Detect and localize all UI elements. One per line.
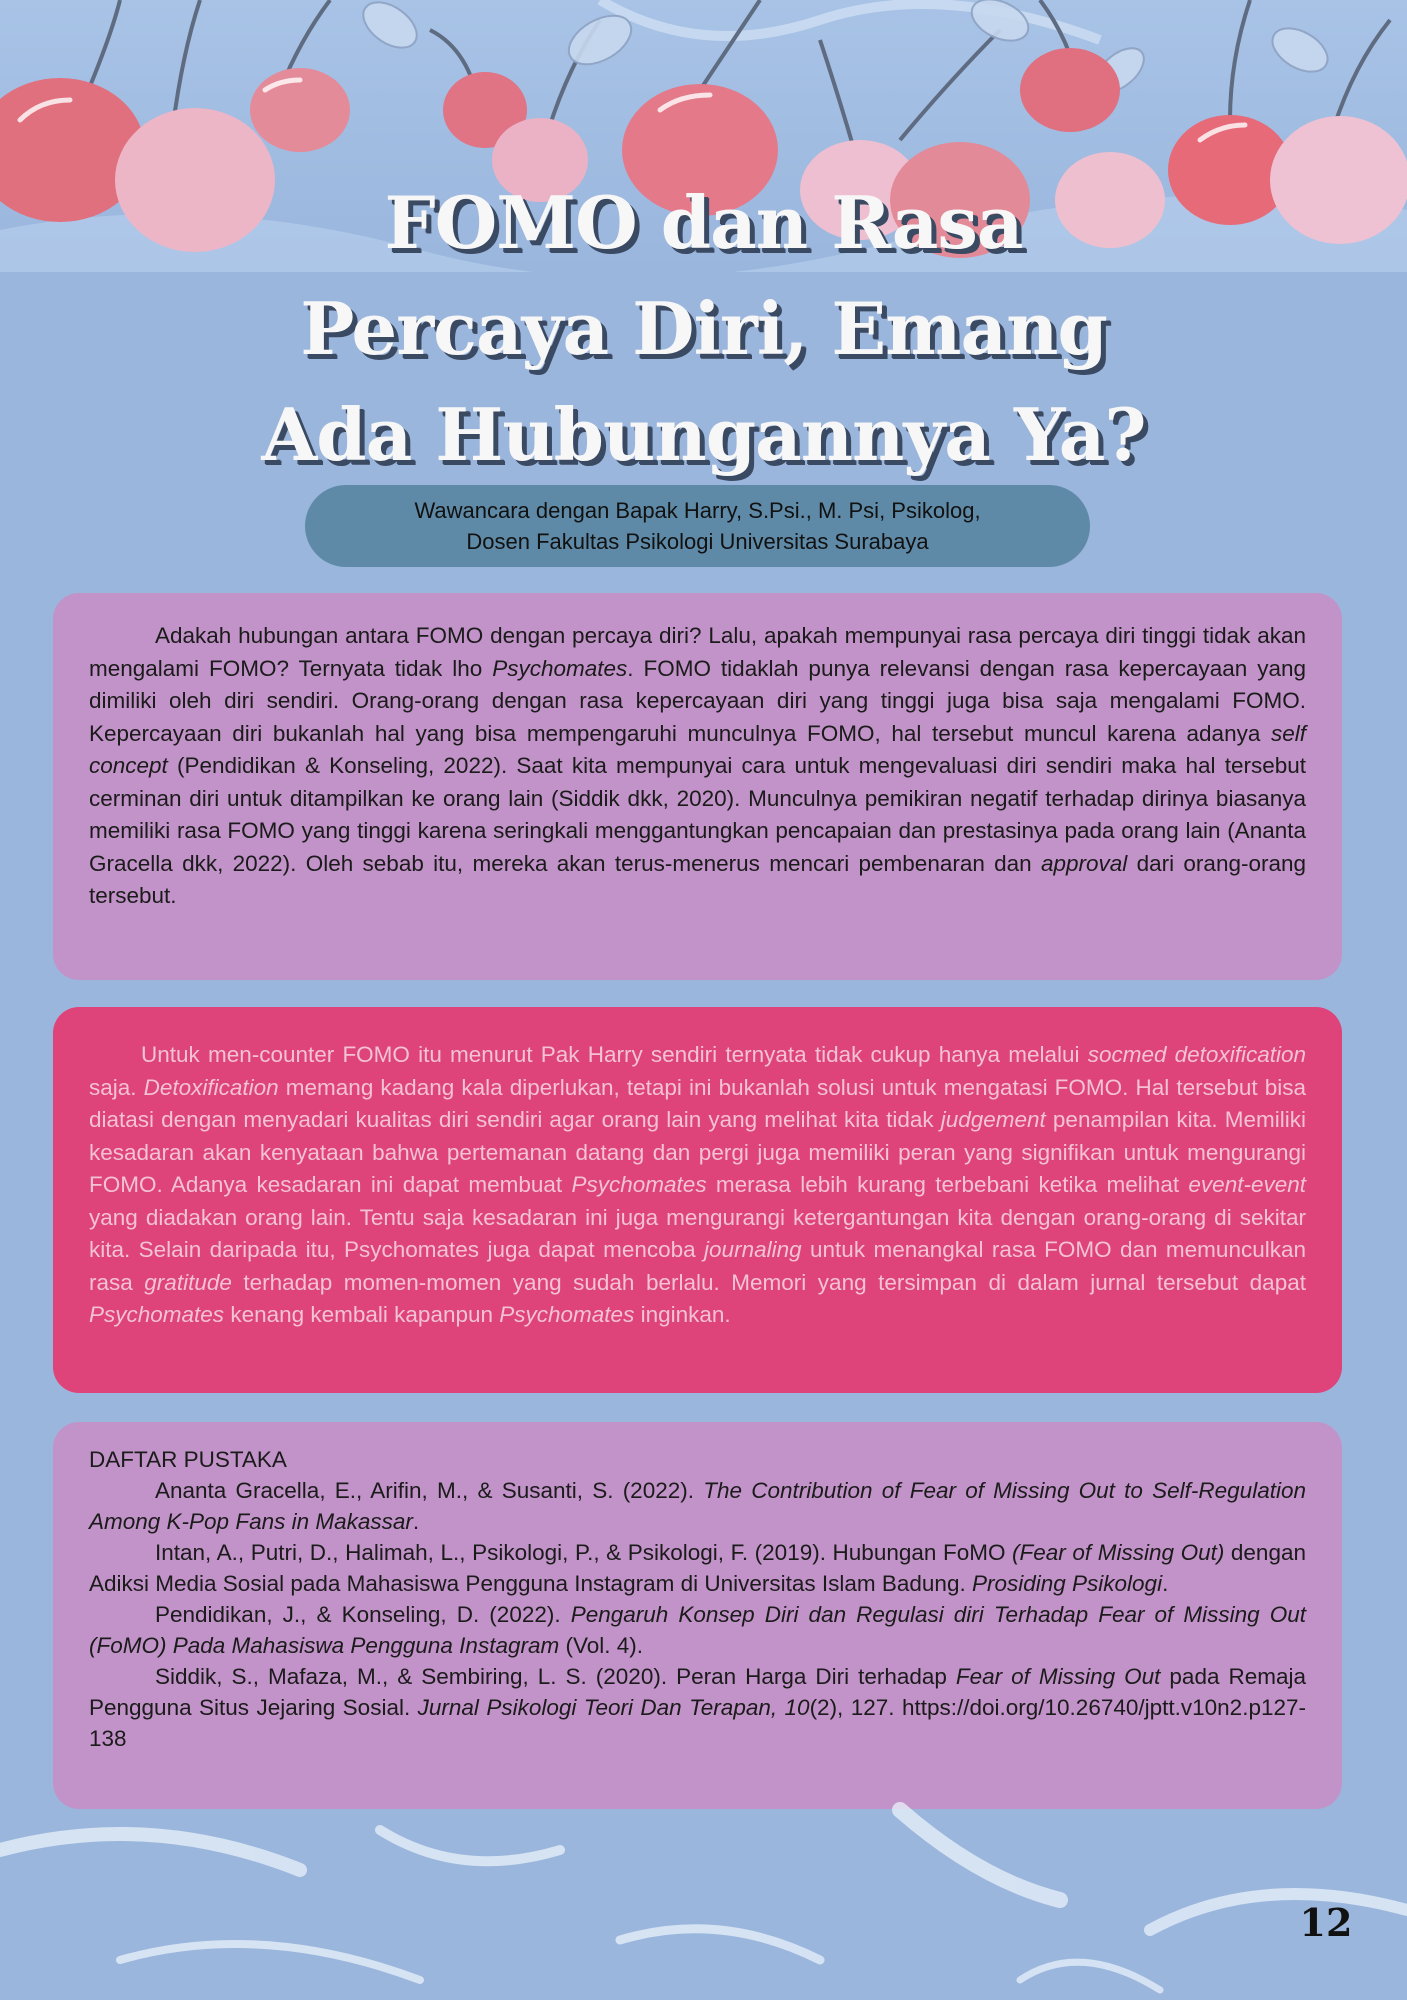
counter-fomo-paragraph	[89, 1039, 1306, 1332]
italic-text-run: Psychomates	[499, 1302, 635, 1327]
text-run: . FOMO tidaklah punya relevansi dengan rasa kepercayaan yang dimiliki oleh diri sendiri. Orang-orang dengan rasa kepercayaan diri yang tinggi juga bisa saja mengalami FOMO. Kepercayaan diri bukanlah hal yang bisa mempengaruhi munculnya FOMO, hal tersebut muncul karena adanya	[89, 655, 1306, 746]
text-run: dengan Adiksi Media Sosial pada Mahasiswa Pengguna Instagram di Universitas Islam Badung.	[89, 1540, 1306, 1596]
italic-text-run: (Fear of Missing Out)	[1012, 1540, 1225, 1565]
text-run: yang diadakan orang lain. Tentu saja kesadaran ini juga mengurangi ketergantungan kita dengan orang-orang di sekitar kita. Selain daripada itu, Psychomates juga dapat mencoba	[89, 1204, 1306, 1262]
text-run: terhadap momen-momen yang sudah berlalu. Memori yang tersimpan di dalam jurnal tersebut dapat	[231, 1269, 1306, 1295]
text-run: .	[1162, 1571, 1169, 1596]
text-run: .	[412, 1509, 420, 1534]
italic-text-run: gratitude	[144, 1269, 232, 1295]
italic-text-run: approval	[1041, 850, 1128, 876]
text-run: pada Remaja Pengguna Situs Jejaring Sosial.	[89, 1664, 1306, 1720]
subtitle-line-1: Wawancara dengan Bapak Harry, S.Psi., M. Psi, Psikolog,	[414, 498, 981, 523]
references-card	[53, 1422, 1342, 1809]
reference-item	[89, 1537, 1306, 1599]
italic-text-run: journaling	[704, 1237, 802, 1262]
text-run: memang kadang kala diperlukan, tetapi ini bukanlah solusi untuk mengatasi FOMO. Hal tersebut bisa diatasi dengan menyadari kualitas diri sendiri agar orang lain yang melihat kita tidak	[89, 1074, 1306, 1132]
italic-text-run: Jurnal Psikologi Teori Dan Terapan, 10	[417, 1695, 810, 1720]
italic-text-run: event-event	[1188, 1172, 1306, 1197]
italic-text-run: Detoxification	[143, 1074, 279, 1100]
counter-fomo-card	[53, 1007, 1342, 1393]
italic-text-run: Prosiding Psikologi	[971, 1571, 1163, 1596]
text-run: inginkan.	[634, 1302, 731, 1327]
title-line-1: FOMO dan Rasa	[384, 180, 1023, 265]
reference-item	[89, 1599, 1306, 1661]
text-run: Ananta Gracella, E., Arifin, M., & Susanti, S. (2022).	[155, 1478, 704, 1503]
italic-text-run: judgement	[940, 1107, 1046, 1132]
italic-text-run: Fear of Missing Out	[955, 1664, 1161, 1689]
text-run: merasa lebih kurang terbebani ketika melihat	[706, 1172, 1189, 1197]
reference-item	[89, 1661, 1306, 1754]
title-line-2: Percaya Diri, Emang	[300, 286, 1107, 371]
reference-item	[89, 1475, 1306, 1537]
references-heading: DAFTAR PUSTAKA	[89, 1447, 287, 1472]
subtitle-line-2: Dosen Fakultas Psikologi Universitas Surabaya	[466, 529, 929, 554]
text-run: Siddik, S., Mafaza, M., & Sembiring, L. S. (2020). Peran Harga Diri terhadap	[155, 1664, 956, 1689]
water-texture-decoration	[0, 1790, 1407, 2000]
text-run: Untuk men-counter FOMO itu menurut Pak Harry sendiri ternyata tidak cukup hanya melalui	[141, 1042, 1088, 1067]
italic-text-run: self concept	[89, 720, 1306, 778]
text-run: (2), 127. https://doi.org/10.26740/jptt.v10n2.p127-138	[89, 1695, 1306, 1751]
intro-card	[53, 593, 1342, 980]
page-number: 12	[1299, 1900, 1353, 1945]
text-run: Pendidikan, J., & Konseling, D. (2022).	[155, 1602, 571, 1627]
text-run: untuk menangkal rasa FOMO dan memunculkan rasa	[89, 1237, 1306, 1295]
italic-text-run: The Contribution of Fear of Missing Out to Self-Regulation Among K-Pop Fans in Makassar	[89, 1478, 1306, 1534]
italic-text-run: Psychomates	[89, 1302, 225, 1327]
text-run: saja.	[89, 1074, 144, 1100]
title-line-3: Ada Hubungannya Ya?	[261, 392, 1146, 477]
article-title	[150, 170, 1257, 488]
text-run: Adakah hubungan antara FOMO dengan percaya diri? Lalu, apakah mempunyai rasa percaya diri tinggi tidak akan mengalami FOMO? Ternyata tidak lho	[89, 623, 1306, 681]
italic-text-run: Psychomates	[492, 655, 628, 681]
italic-text-run: Pengaruh Konsep Diri dan Regulasi diri Terhadap Fear of Missing Out (FoMO) Pada Mahasiswa Pengguna Instagram	[89, 1602, 1306, 1658]
text-run: (Vol. 4).	[559, 1633, 644, 1658]
intro-paragraph	[89, 620, 1306, 913]
text-run: penampilan kita. Memiliki kesadaran akan kenyataan bahwa pertemanan datang dan pergi juga memiliki peran yang signifikan untuk mengurangi FOMO. Adanya kesadaran ini dapat membuat	[89, 1107, 1306, 1197]
text-run: (Pendidikan & Konseling, 2022). Saat kita mempunyai cara untuk mengevaluasi diri sendiri maka hal tersebut cerminan diri untuk ditampilkan ke orang lain (Siddik dkk, 2020). Munculnya pemikiran negatif terhadap dirinya biasanya memiliki rasa FOMO yang tinggi karena seringkali menggantungkan pencapaian dan prestasinya pada orang lain (Ananta Gracella dkk, 2022). Oleh sebab itu, mereka akan terus-menerus mencari pembenaran dan	[89, 753, 1306, 876]
text-run: dari orang-orang tersebut.	[89, 850, 1307, 908]
interview-subtitle-pill	[305, 485, 1090, 567]
text-run: kenang kembali kapanpun	[224, 1302, 500, 1327]
text-run: Intan, A., Putri, D., Halimah, L., Psikologi, P., & Psikologi, F. (2019). Hubungan FoMO	[155, 1540, 1013, 1565]
italic-text-run: socmed detoxification	[1087, 1042, 1306, 1067]
italic-text-run: Psychomates	[571, 1172, 707, 1197]
